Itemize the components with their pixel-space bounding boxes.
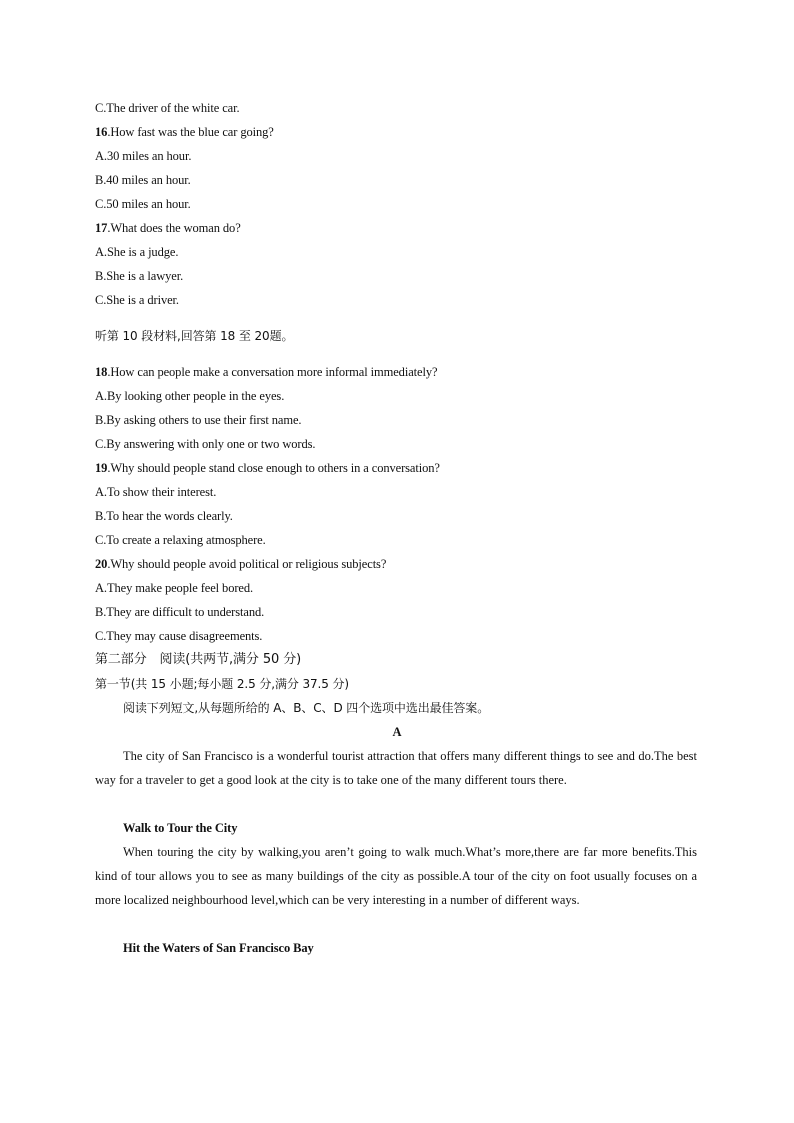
- q17-option-c: C.She is a driver.: [95, 293, 179, 307]
- q18-question: [95, 364, 437, 380]
- reading-instruction: 阅读下列短文,从每题所给的 A、B、C、D 四个选项中选出最佳答案。: [123, 701, 490, 715]
- q16-question: [95, 124, 274, 140]
- q20-number: 20: [95, 557, 108, 571]
- paragraph-walk: When touring the city by walking,you aren’t going to walk much.What’s more,there are far more benefits.This kind of tour allows you to see as many buildings of the city as possible.A tour of the city on foot usually focuses on a more localized neighbourhood level,which can be very interesting in a number of different ways.: [95, 845, 697, 907]
- q19-option-a: A.To show their interest.: [95, 485, 217, 499]
- q18-option-b: B.By asking others to use their first name.: [95, 413, 302, 427]
- q19-text: .Why should people stand close enough to others in a conversation?: [107, 461, 440, 475]
- q16-text: .How fast was the blue car going?: [107, 125, 274, 139]
- passage-intro-paragraph: The city of San Francisco is a wonderful tourist attraction that offers many different things to see and do.The best way for a traveler to get a good look at the city is to take one of the many different tours there.: [95, 749, 697, 787]
- q16-number: 16: [95, 125, 108, 139]
- part-two-heading: 第二部分 阅读(共两节,满分 50 分): [95, 652, 302, 667]
- q17-option-a: A.She is a judge.: [95, 245, 179, 259]
- subheading-walk: Walk to Tour the City: [123, 821, 238, 835]
- q20-text: .Why should people avoid political or religious subjects?: [107, 557, 387, 571]
- subheading-bay: Hit the Waters of San Francisco Bay: [123, 941, 314, 955]
- listening-instruction: 听第 10 段材料,回答第 18 至 20题。: [95, 329, 294, 343]
- q20-option-a: A.They make people feel bored.: [95, 581, 254, 595]
- q19-number: 19: [95, 461, 108, 475]
- q19-option-c: C.To create a relaxing atmosphere.: [95, 533, 266, 547]
- q19-option-b: B.To hear the words clearly.: [95, 509, 233, 523]
- q20-question: [95, 556, 386, 572]
- q17-text: .What does the woman do?: [107, 221, 241, 235]
- q16-option-a: A.30 miles an hour.: [95, 149, 192, 163]
- q19-question: [95, 460, 440, 476]
- q15-option-c: C.The driver of the white car.: [95, 101, 240, 115]
- q17-option-b: B.She is a lawyer.: [95, 269, 184, 283]
- q18-number: 18: [95, 365, 108, 379]
- q20-option-c: C.They may cause disagreements.: [95, 629, 263, 643]
- q17-question: [95, 220, 241, 236]
- passage-label: A: [392, 725, 402, 739]
- q17-number: 17: [95, 221, 108, 235]
- q18-text: .How can people make a conversation more informal immediately?: [107, 365, 438, 379]
- q18-option-c: C.By answering with only one or two words.: [95, 437, 316, 451]
- q16-option-c: C.50 miles an hour.: [95, 197, 191, 211]
- q20-option-b: B.They are difficult to understand.: [95, 605, 265, 619]
- q16-option-b: B.40 miles an hour.: [95, 173, 191, 187]
- section-one-heading: 第一节(共 15 小题;每小题 2.5 分,满分 37.5 分): [95, 677, 349, 691]
- q18-option-a: A.By looking other people in the eyes.: [95, 389, 285, 403]
